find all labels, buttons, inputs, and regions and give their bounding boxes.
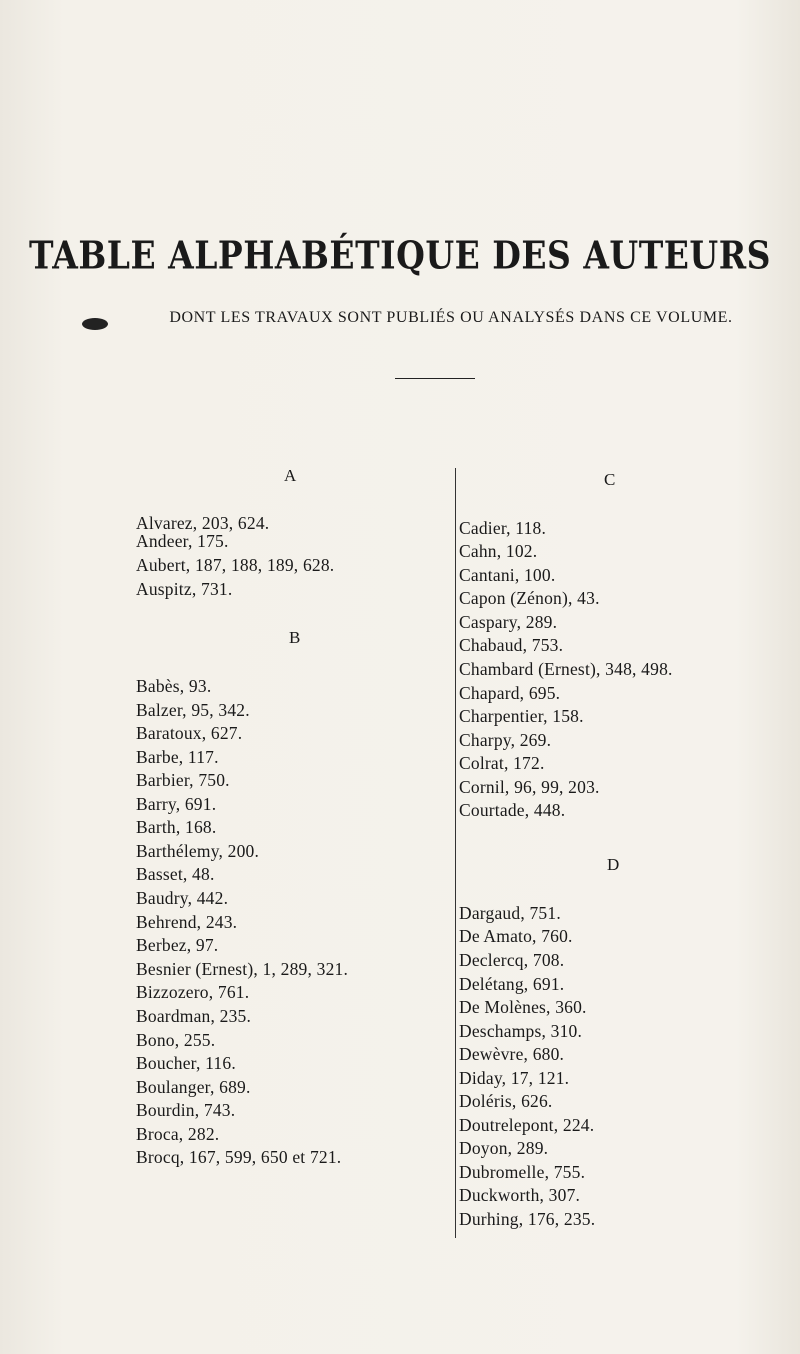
index-entry: Chambard (Ernest), 348, 498. bbox=[459, 659, 673, 679]
index-entry: Cadier, 118. bbox=[459, 518, 547, 538]
index-entry: Barbe, 117. bbox=[136, 747, 219, 767]
index-entry: Cornil, 96, 99, 203. bbox=[459, 777, 600, 797]
index-entry: Dubromelle, 755. bbox=[459, 1162, 586, 1182]
index-entry: Babès, 93. bbox=[136, 676, 212, 696]
index-entry: Baudry, 442. bbox=[136, 888, 229, 908]
index-entry: Broca, 282. bbox=[136, 1124, 220, 1144]
index-entry: Barbier, 750. bbox=[136, 770, 230, 790]
index-entry: Duckworth, 307. bbox=[459, 1185, 581, 1205]
index-entry: Barth, 168. bbox=[136, 817, 217, 837]
index-entry: Courtade, 448. bbox=[459, 800, 566, 820]
index-entry: Boulanger, 689. bbox=[136, 1077, 251, 1097]
index-entry: Charpentier, 158. bbox=[459, 706, 584, 726]
index-entry: Behrend, 243. bbox=[136, 912, 238, 932]
index-entry: Bizzozero, 761. bbox=[136, 982, 250, 1002]
index-entry: Barthélemy, 200. bbox=[136, 841, 260, 861]
page-title: TABLE ALPHABÉTIQUE DES AUTEURS bbox=[29, 233, 771, 278]
index-entry: Doutrelepont, 224. bbox=[459, 1115, 595, 1135]
index-entry: Baratoux, 627. bbox=[136, 723, 243, 743]
section-letter-b: B bbox=[289, 628, 301, 647]
index-entry: Bono, 255. bbox=[136, 1030, 216, 1050]
index-entry: Doyon, 289. bbox=[459, 1138, 549, 1158]
index-entry: Cantani, 100. bbox=[459, 565, 556, 585]
index-entry: Declercq, 708. bbox=[459, 950, 565, 970]
index-entry: Dargaud, 751. bbox=[459, 903, 561, 923]
index-entry: Berbez, 97. bbox=[136, 935, 219, 955]
index-entry: Andeer, 175. bbox=[136, 531, 229, 551]
index-entry: Chapard, 695. bbox=[459, 683, 561, 703]
index-entry: Alvarez, 203, 624. bbox=[136, 513, 270, 533]
index-entry: Besnier (Ernest), 1, 289, 321. bbox=[136, 959, 349, 979]
index-entry: Basset, 48. bbox=[136, 864, 215, 884]
index-entry: Boucher, 116. bbox=[136, 1053, 236, 1073]
index-entry: De Molènes, 360. bbox=[459, 997, 587, 1017]
section-letter-d: D bbox=[607, 855, 620, 874]
index-entry: Balzer, 95, 342. bbox=[136, 700, 250, 720]
ink-blot-mark bbox=[82, 318, 108, 330]
index-entry: Colrat, 172. bbox=[459, 753, 545, 773]
index-entry: Auspitz, 731. bbox=[136, 579, 233, 599]
index-entry: Capon (Zénon), 43. bbox=[459, 588, 600, 608]
title-rule-divider bbox=[395, 378, 475, 379]
index-entry: Doléris, 626. bbox=[459, 1091, 553, 1111]
page-subtitle: DONT LES TRAVAUX SONT PUBLIÉS OU ANALYSÉS DANS CE VOLUME. bbox=[169, 309, 733, 326]
index-entry: Caspary, 289. bbox=[459, 612, 558, 632]
index-entry: Bourdin, 743. bbox=[136, 1100, 236, 1120]
index-entry: Boardman, 235. bbox=[136, 1006, 252, 1026]
index-entry: Aubert, 187, 188, 189, 628. bbox=[136, 555, 335, 575]
section-letter-c: C bbox=[604, 470, 616, 489]
index-entry: Brocq, 167, 599, 650 et 721. bbox=[136, 1147, 342, 1167]
column-divider bbox=[455, 468, 456, 1238]
section-letter-a: A bbox=[284, 466, 297, 485]
index-entry: Cahn, 102. bbox=[459, 541, 538, 561]
index-entry: Deschamps, 310. bbox=[459, 1021, 583, 1041]
index-entry: Delétang, 691. bbox=[459, 974, 565, 994]
index-entry: Charpy, 269. bbox=[459, 730, 552, 750]
index-entry: De Amato, 760. bbox=[459, 926, 573, 946]
index-entry: Durhing, 176, 235. bbox=[459, 1209, 596, 1229]
index-entry: Barry, 691. bbox=[136, 794, 217, 814]
index-entry: Chabaud, 753. bbox=[459, 635, 564, 655]
index-entry: Diday, 17, 121. bbox=[459, 1068, 570, 1088]
index-entry: Dewèvre, 680. bbox=[459, 1044, 565, 1064]
